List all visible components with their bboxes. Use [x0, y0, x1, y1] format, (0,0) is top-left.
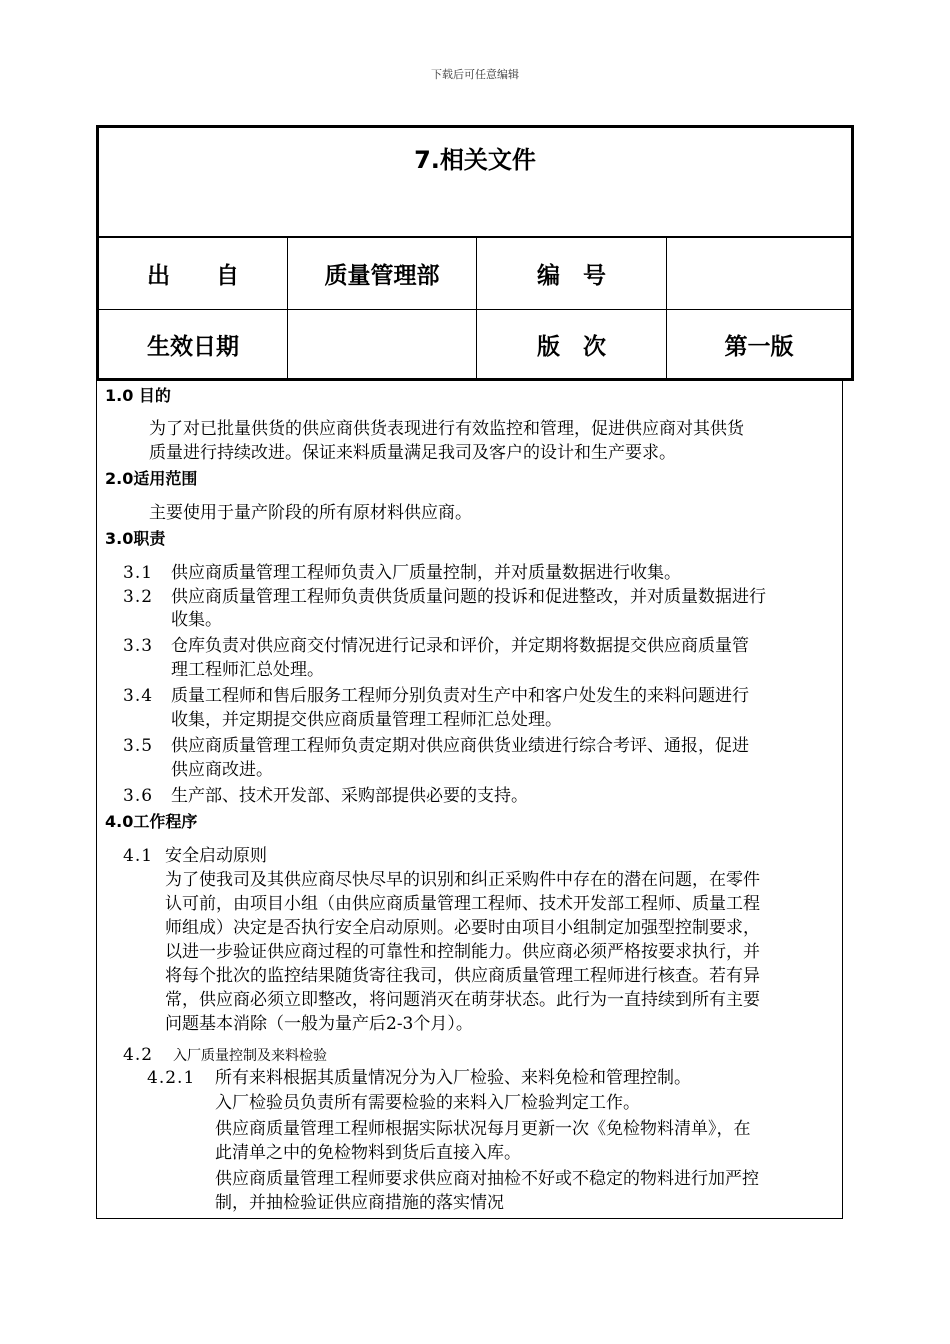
item-text: 收集，并定期提交供应商质量管理工程师汇总处理。 [171, 710, 562, 730]
item-text: 供应商质量管理工程师负责入厂质量控制，并对质量数据进行收集。 [171, 563, 681, 583]
item-text: 将每个批次的监控结果随货寄往我司，供应商质量管理工程师进行核查。若有异 [165, 966, 760, 986]
item-text: 供应商质量管理工程师负责供货质量问题的投诉和促进整改，并对质量数据进行 [171, 587, 766, 607]
section-1-text: 质量进行持续改进。保证来料质量满足我司及客户的设计和生产要求。 [149, 443, 676, 463]
item-text: 理工程师汇总处理。 [171, 660, 324, 680]
document-title: 7.相关文件 [414, 146, 536, 174]
item-text: 所有来料根据其质量情况分为入厂检验、来料免检和管理控制。 [215, 1068, 691, 1088]
section-2-heading: 2.0适用范围 [105, 469, 198, 488]
item-text: 供应商质量管理工程师要求供应商对抽检不好或不稳定的物料进行加严控 [215, 1169, 759, 1189]
item-text: 质量工程师和售后服务工程师分别负责对生产中和客户处发生的来料问题进行 [171, 686, 749, 706]
from-value: 质量管理部 [288, 238, 477, 309]
item-text: 供应商质量管理工程师根据实际状况每月更新一次《免检物料清单》，在 [215, 1119, 751, 1139]
item-text: 入厂检验员负责所有需要检验的来料入厂检验判定工作。 [215, 1093, 640, 1113]
download-note: 下载后可任意编辑 [431, 68, 519, 81]
effective-date-value [288, 310, 477, 378]
document-header-table [96, 125, 854, 381]
item-number: 3.2 [123, 587, 154, 607]
item-text: 常，供应商必须立即整改，将问题消灭在萌芽状态。此行为一直持续到所有主要 [165, 990, 760, 1010]
from-label: 出 自 [99, 238, 288, 309]
version-label: 版 次 [477, 310, 667, 378]
item-text: 问题基本消除（一般为量产后2-3个月）。 [165, 1014, 473, 1034]
item-number: 4.2 [123, 1045, 154, 1065]
item-number: 3.3 [123, 636, 154, 656]
item-number: 3.5 [123, 736, 154, 756]
section-1-text: 为了对已批量供货的供应商供货表现进行有效监控和管理，促进供应商对其供货 [149, 419, 744, 439]
document-body [96, 381, 843, 1219]
item-text: 为了使我司及其供应商尽快尽早的识别和纠正采购件中存在的潜在问题，在零件 [165, 870, 760, 890]
document-title-row [99, 128, 851, 238]
item-text: 仓库负责对供应商交付情况进行记录和评价，并定期将数据提交供应商质量管 [171, 636, 749, 656]
number-value [667, 238, 851, 309]
item-text: 制，并抽检验证供应商措施的落实情况 [215, 1193, 504, 1213]
item-text: 认可前，由项目小组（由供应商质量管理工程师、技术开发部工程师、质量工程 [165, 894, 760, 914]
header-row-source [99, 238, 851, 310]
item-title: 入厂质量控制及来料检验 [173, 1048, 327, 1064]
item-number: 4.1 [123, 846, 154, 866]
section-4-heading: 4.0工作程序 [105, 812, 198, 831]
item-text: 师组成）决定是否执行安全启动原则。必要时由项目小组制定加强型控制要求， [165, 918, 760, 938]
item-number: 4.2.1 [147, 1068, 196, 1088]
item-text: 收集。 [171, 610, 222, 630]
item-text: 供应商改进。 [171, 760, 273, 780]
item-text: 生产部、技术开发部、采购部提供必要的支持。 [171, 786, 528, 806]
item-number: 3.6 [123, 786, 154, 806]
section-3-heading: 3.0职责 [105, 529, 166, 548]
section-2-text: 主要使用于量产阶段的所有原材料供应商。 [149, 503, 472, 523]
effective-date-label: 生效日期 [99, 310, 288, 378]
item-text: 此清单之中的免检物料到货后直接入库。 [215, 1143, 521, 1163]
item-text: 以进一步验证供应商过程的可靠性和控制能力。供应商必须严格按要求执行，并 [165, 942, 760, 962]
header-row-version [99, 310, 851, 378]
number-label: 编 号 [477, 238, 667, 309]
item-number: 3.1 [123, 563, 154, 583]
item-text: 供应商质量管理工程师负责定期对供应商供货业绩进行综合考评、通报，促进 [171, 736, 749, 756]
item-number: 3.4 [123, 686, 154, 706]
version-value: 第一版 [724, 333, 794, 360]
item-title: 安全启动原则 [165, 846, 267, 866]
section-1-heading: 1.0 目的 [105, 386, 171, 405]
